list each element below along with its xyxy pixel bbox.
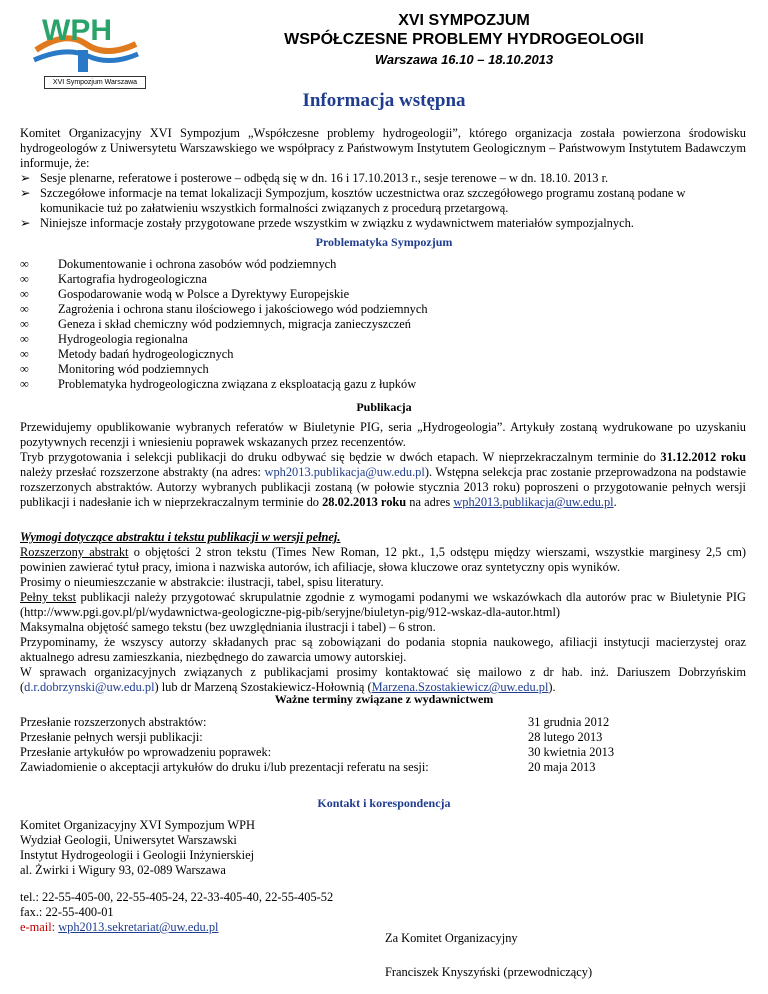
- signature-line-1: Za Komitet Organizacyjny: [385, 931, 518, 945]
- list-item: ∞ Geneza i skład chemiczny wód podziemnych, migracja zanieczyszczeń: [20, 317, 411, 331]
- contact-line: Instytut Hydrogeologii i Geologii Inżynierskiej: [20, 848, 255, 862]
- contact-line: Wydział Geologii, Uniwersytet Warszawski: [20, 833, 237, 847]
- arrow-icon: ➢: [20, 216, 31, 230]
- arrow-icon: ➢: [20, 171, 31, 185]
- table-row: Przesłanie artykułów po wprowadzeniu poprawek: 30 kwietnia 2013: [20, 745, 615, 759]
- infinity-icon: ∞: [20, 257, 29, 271]
- publication-paragraph-2: Tryb przygotowania i selekcji publikacji do druku odbywać się będzie w dwóch etapach. W nieprzekraczalnym terminie do 31.12.2012 roku należy przesłać rozszerzone abstrakty (na adres: wph2013.publikacja@uw.edu.pl). Wstępna selekcja prac zostanie przeprowadzona na podstawie rozszerzonych abstraktów. Autorzy wybranych publikacji zostaną (w połowie stycznia 2013 roku) poproszeni o przygotowanie pełnych wersji publikacji i nadesłanie ich w nieprzekraczalnym terminie do 28.02.2013 roku na adres wph2013.publikacja@uw.edu.pl.: [20, 450, 747, 509]
- contact-tel: tel.: 22-55-405-00, 22-55-405-24, 22-33-405-40, 22-55-405-52: [20, 890, 334, 904]
- table-row: Przesłanie pełnych wersji publikacji: 28 lutego 2013: [20, 730, 603, 744]
- intro-bullet: ➢ Szczegółowe informacje na temat lokalizacji Sympozjum, kosztów uczestnictwa oraz szczegółowego programu zostaną podane w komunikacie tuż po załatwieniu wszystkich formalności związanych z procedurą przetargową.: [20, 186, 686, 215]
- infinity-icon: ∞: [20, 377, 29, 391]
- symposium-number: XVI SYMPOZJUM: [398, 12, 530, 29]
- infinity-icon: ∞: [20, 317, 29, 331]
- wph-logo-graphic: [26, 10, 144, 76]
- publication-contact: W sprawach organizacyjnych związanych z publikacjami prosimy kontaktować się mailowo z dr hab. inż. Dariuszem Dobrzyńskim (d.r.dobrzynski@uw.edu.pl) lub dr Marzeną Szostakiewicz-Hołownią (Marzena.Szostakiewicz@uw.edu.pl).: [20, 665, 746, 694]
- abstract-requirements: Rozszerzony abstrakt o objętości 2 stron tekstu (Times New Roman, 12 pkt., 1,5 odstępu między wierszami, wszystkie marginesy 2,5 cm) powinien zawierać tytuł pracy, imiona i nazwiska autorów, ich afiliacje, słowa kluczowe oraz syntetyczny opis wyników.: [20, 545, 746, 574]
- publication-heading: Publikacja: [356, 400, 412, 414]
- infinity-icon: ∞: [20, 347, 29, 361]
- requirements-section: [20, 530, 746, 695]
- infinity-icon: ∞: [20, 287, 29, 301]
- arrow-icon: ➢: [20, 186, 31, 200]
- wph-logo: [26, 10, 144, 88]
- deadlines-heading: Ważne terminy związane z wydawnictwem: [274, 692, 494, 706]
- intro-bullet: ➢ Niniejsze informacje zostały przygotowane przede wszystkim w związku z wydawnictwem materiałów sympozjalnych.: [20, 216, 634, 230]
- contact-section: [20, 818, 746, 935]
- signature-line-2: Franciszek Knyszyński (przewodniczący): [385, 965, 593, 979]
- infinity-icon: ∞: [20, 362, 29, 376]
- logo-text: WPH: [42, 14, 112, 47]
- list-item: ∞ Dokumentowanie i ochrona zasobów wód podziemnych: [20, 257, 337, 271]
- list-item: ∞ Gospodarowanie wodą w Polsce a Dyrektywy Europejskie: [20, 287, 350, 301]
- publication-email[interactable]: wph2013.publikacja@uw.edu.pl: [264, 465, 425, 479]
- abstract-note: Prosimy o nieumieszczanie w abstrakcie: ilustracji, tabel, spisu literatury.: [20, 575, 384, 589]
- infinity-icon: ∞: [20, 302, 29, 316]
- intro-paragraph: Komitet Organizacyjny XVI Sympozjum „Współczesne problemy hydrogeologii”, którego organizacja została powierzona środowisku hydrogeologów z Uniwersytetu Warszawskiego we współpracy z Państwowym Instytutem Geologicznym – Państwowym Instytutem Badawczym informuje, że:: [20, 126, 746, 170]
- authors-reminder: Przypominamy, że wszyscy autorzy składanych prac są zobowiązani do podania stopnia naukowego, afiliacji instytucji macierzystej oraz aktualnego adresu zamieszkania, niezbędnego do zawarcia umowy autorskiej.: [20, 635, 746, 664]
- contact-line: Komitet Organizacyjny XVI Sympozjum WPH: [20, 818, 255, 832]
- contact-line: al. Żwirki i Wigury 93, 02-089 Warszawa: [20, 863, 226, 877]
- list-item: ∞ Metody badań hydrogeologicznych: [20, 347, 234, 361]
- intro-section: [20, 126, 746, 231]
- symposium-dates: Warszawa 16.10 – 18.10.2013: [374, 52, 554, 67]
- full-text-requirements: Pełny tekst publikacji należy przygotować skrupulatnie zgodnie z wymogami podanymi we wskazówkach dla autorów prac w Biuletynie PIG (http://www.pgi.gov.pl/pl/wydawnictwa-geologiczne-pig-pib/seryjne/biuletyn-pig/912-wskaz-dla-autor.html): [20, 590, 746, 619]
- intro-bullet: ➢ Sesje plenarne, referatowe i posterowe – odbędą się w dn. 16 i 17.10.2013 r., sesje terenowe – w dn. 18.10. 2013 r.: [20, 171, 609, 185]
- publication-email-link[interactable]: wph2013.publikacja@uw.edu.pl: [453, 495, 614, 509]
- list-item: ∞ Monitoring wód podziemnych: [20, 362, 209, 376]
- logo-caption: XVI Sympozjum Warszawa: [44, 76, 146, 89]
- requirements-heading: Wymogi dotyczące abstraktu i tekstu publikacji w wersji pełnej.: [20, 530, 341, 544]
- max-volume: Maksymalna objętość samego tekstu (bez uwzględniania ilustracji i tabel) – 6 stron.: [20, 620, 436, 634]
- deadlines-table: [20, 715, 746, 775]
- problems-section: [20, 257, 746, 392]
- list-item: ∞ Kartografia hydrogeologiczna: [20, 272, 207, 286]
- infinity-icon: ∞: [20, 272, 29, 286]
- page-title: Informacja wstępna: [302, 90, 466, 111]
- publication-section: [20, 420, 746, 510]
- list-item: ∞ Zagrożenia i ochrona stanu ilościowego i jakościowego wód podziemnych: [20, 302, 428, 316]
- secretariat-email-link[interactable]: wph2013.sekretariat@uw.edu.pl: [58, 920, 219, 934]
- intro-bullets: [20, 171, 746, 231]
- list-item: ∞ Problematyka hydrogeologiczna związana z eksploatacją gazu z łupków: [20, 377, 417, 391]
- dobrzynski-email[interactable]: d.r.dobrzynski@uw.edu.pl: [24, 680, 155, 694]
- table-row: Przesłanie rozszerzonych abstraktów: 31 grudnia 2012: [20, 715, 610, 729]
- problems-list: [20, 257, 746, 392]
- publication-paragraph-1: Przewidujemy opublikowanie wybranych referatów w Biuletynie PIG, seria „Hydrogeologia”. Artykuły zostaną wydrukowane po uzyskaniu pozytywnych recenzji i wniesieniu poprawek wskazanych przez recenzentów.: [20, 420, 746, 449]
- infinity-icon: ∞: [20, 332, 29, 346]
- list-item: ∞ Hydrogeologia regionalna: [20, 332, 188, 346]
- contact-heading: Kontakt i korespondencja: [317, 796, 451, 810]
- symposium-name: WSPÓŁCZESNE PROBLEMY HYDROGEOLOGII: [284, 31, 644, 48]
- table-row: Zawiadomienie o akceptacji artykułów do druku i/lub prezentacji referatu na sesji: 20 maja 2013: [20, 760, 596, 774]
- problems-heading: Problematyka Sympozjum: [315, 235, 453, 249]
- szostakiewicz-email-link[interactable]: Marzena.Szostakiewicz@uw.edu.pl: [371, 680, 549, 694]
- contact-email-line: e-mail: wph2013.sekretariat@uw.edu.pl: [20, 920, 219, 934]
- contact-fax: fax.: 22-55-400-01: [20, 905, 114, 919]
